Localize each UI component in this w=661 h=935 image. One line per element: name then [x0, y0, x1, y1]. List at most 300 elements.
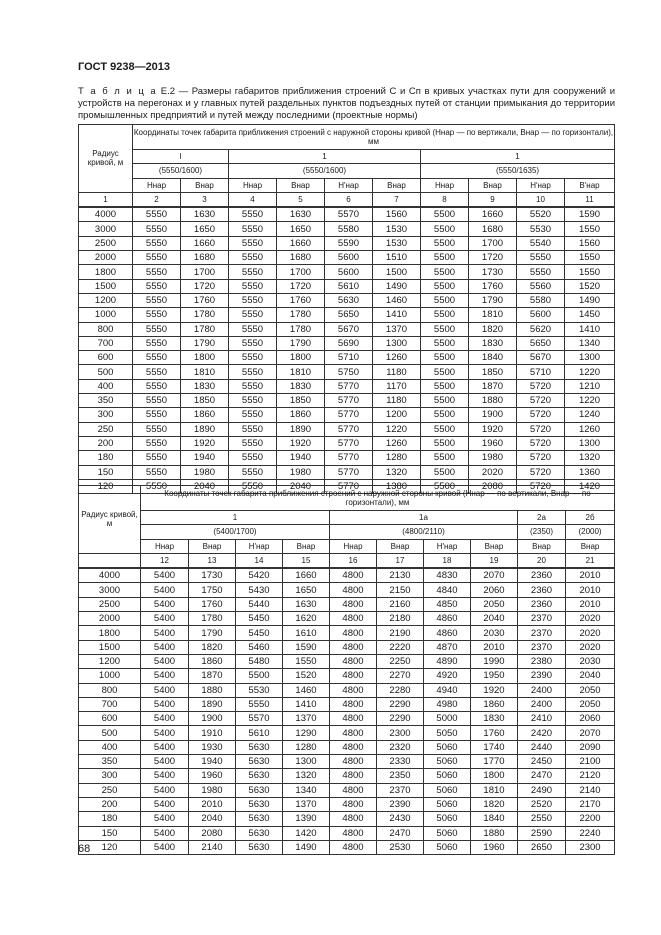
group-header: 2а	[518, 511, 566, 525]
value-cell: 5400	[141, 669, 189, 683]
value-cell: 1460	[373, 293, 421, 307]
value-cell: 5550	[229, 408, 277, 422]
value-cell: 1990	[471, 654, 518, 668]
value-cell: 1790	[181, 336, 229, 350]
radius-cell: 2000	[79, 612, 141, 626]
radius-cell: 3000	[79, 222, 133, 236]
value-cell: 5720	[517, 408, 565, 422]
value-cell: 5550	[133, 451, 181, 465]
value-cell: 1490	[283, 840, 330, 854]
value-cell: 1980	[181, 465, 229, 479]
value-cell: 1880	[189, 683, 236, 697]
value-cell: 1240	[565, 408, 615, 422]
radius-cell: 300	[79, 408, 133, 422]
value-cell: 5550	[517, 265, 565, 279]
value-cell: 1450	[565, 308, 615, 322]
table-row	[79, 826, 615, 840]
value-cell: 4800	[330, 683, 377, 697]
var-header: Внар	[283, 539, 330, 553]
radius-cell: 300	[79, 769, 141, 783]
value-cell: 1780	[277, 308, 325, 322]
value-cell: 2320	[377, 740, 424, 754]
value-cell: 4980	[424, 697, 471, 711]
table-row	[79, 640, 615, 654]
radius-cell: 350	[79, 394, 133, 408]
radius-cell: 600	[79, 712, 141, 726]
coords-header: Координаты точек габарита приближения строений с наружной стороны кривой (Ннар — по вертикали, Внар — по горизонтали), мм	[141, 486, 615, 511]
value-cell: 5500	[421, 436, 469, 450]
value-cell: 2200	[566, 812, 615, 826]
value-cell: 5550	[133, 408, 181, 422]
value-cell: 1530	[373, 222, 421, 236]
value-cell: 5550	[133, 308, 181, 322]
value-cell: 5550	[229, 222, 277, 236]
radius-cell: 200	[79, 797, 141, 811]
radius-cell: 1000	[79, 308, 133, 322]
value-cell: 1520	[283, 669, 330, 683]
value-cell: 1940	[189, 755, 236, 769]
value-cell: 1860	[471, 697, 518, 711]
value-cell: 4800	[330, 712, 377, 726]
value-cell: 5500	[421, 351, 469, 365]
value-cell: 5600	[325, 265, 373, 279]
value-cell: 1210	[565, 379, 615, 393]
value-cell: 1490	[373, 279, 421, 293]
value-cell: 2020	[469, 465, 517, 479]
value-cell: 1960	[471, 840, 518, 854]
group-header: 1а	[330, 511, 518, 525]
page-number: 68	[78, 843, 91, 855]
value-cell: 5450	[236, 612, 283, 626]
value-cell: 1820	[471, 797, 518, 811]
value-cell: 2100	[566, 755, 615, 769]
table-row	[79, 654, 615, 668]
value-cell: 5620	[517, 322, 565, 336]
radius-cell: 120	[79, 840, 141, 854]
value-cell: 1630	[283, 597, 330, 611]
table-1-body	[79, 207, 615, 493]
value-cell: 5550	[133, 251, 181, 265]
value-cell: 5540	[517, 236, 565, 250]
value-cell: 2160	[377, 597, 424, 611]
value-cell: 1590	[283, 640, 330, 654]
value-cell: 1800	[471, 769, 518, 783]
value-cell: 1290	[283, 726, 330, 740]
value-cell: 4860	[424, 626, 471, 640]
value-cell: 5770	[325, 479, 373, 493]
table-row	[79, 308, 615, 322]
value-cell: 5500	[421, 394, 469, 408]
value-cell: 1500	[373, 265, 421, 279]
subgroup-header: (5550/1635)	[421, 164, 615, 178]
value-cell: 5580	[325, 222, 373, 236]
value-cell: 5550	[133, 336, 181, 350]
radius-cell: 200	[79, 436, 133, 450]
value-cell: 5550	[229, 479, 277, 493]
value-cell: 2390	[518, 669, 566, 683]
value-cell: 5550	[229, 451, 277, 465]
value-cell: 5550	[229, 236, 277, 250]
radius-cell: 2000	[79, 251, 133, 265]
value-cell: 5570	[325, 207, 373, 222]
value-cell: 1550	[565, 251, 615, 265]
radius-cell: 4000	[79, 207, 133, 222]
value-cell: 1410	[373, 308, 421, 322]
value-cell: 1630	[277, 207, 325, 222]
table-part-2	[78, 485, 615, 855]
value-cell: 2520	[518, 797, 566, 811]
value-cell: 2530	[377, 840, 424, 854]
var-header: Внар	[518, 539, 566, 553]
var-header: Нʹнар	[517, 178, 565, 192]
value-cell: 2220	[377, 640, 424, 654]
value-cell: 1260	[373, 436, 421, 450]
var-header: Ннар	[229, 178, 277, 192]
table-caption	[78, 86, 615, 123]
value-cell: 1780	[189, 612, 236, 626]
table-row	[79, 697, 615, 711]
value-cell: 5550	[133, 465, 181, 479]
value-cell: 5060	[424, 740, 471, 754]
value-cell: 5400	[141, 797, 189, 811]
value-cell: 2040	[566, 669, 615, 683]
value-cell: 2370	[518, 626, 566, 640]
value-cell: 5770	[325, 451, 373, 465]
value-cell: 5550	[133, 436, 181, 450]
value-cell: 5630	[325, 293, 373, 307]
value-cell: 5530	[517, 222, 565, 236]
table-row	[79, 712, 615, 726]
var-header: Внар	[377, 539, 424, 553]
subgroup-header: (5550/1600)	[229, 164, 421, 178]
value-cell: 2190	[377, 626, 424, 640]
table-row	[79, 755, 615, 769]
group-header: 1	[421, 150, 615, 164]
value-cell: 1300	[373, 336, 421, 350]
value-cell: 4800	[330, 755, 377, 769]
radius-cell: 180	[79, 451, 133, 465]
value-cell: 5650	[517, 336, 565, 350]
value-cell: 2040	[181, 479, 229, 493]
value-cell: 5050	[424, 726, 471, 740]
value-cell: 1980	[189, 783, 236, 797]
var-header: Внар	[471, 539, 518, 553]
radius-cell: 700	[79, 336, 133, 350]
value-cell: 5560	[517, 279, 565, 293]
value-cell: 1180	[373, 394, 421, 408]
caption-text: Е.2 — Размеры габаритов приближения строений С и Сп в кривых участках пути для сооружений и устройств на перегонах и у главных путей раздельных пунктов подъездных путей от станции примыкания до территории промышленных предприятий и путей между последними (проектные нормы)	[78, 86, 616, 122]
value-cell: 1260	[373, 351, 421, 365]
value-cell: 2060	[566, 712, 615, 726]
table-row	[79, 612, 615, 626]
value-cell: 1420	[283, 826, 330, 840]
column-number: 5	[277, 192, 325, 207]
value-cell: 1170	[373, 379, 421, 393]
radius-cell: 1800	[79, 626, 141, 640]
column-number: 17	[377, 553, 424, 568]
value-cell: 2390	[377, 797, 424, 811]
value-cell: 5060	[424, 797, 471, 811]
radius-cell: 250	[79, 783, 141, 797]
value-cell: 2300	[377, 726, 424, 740]
value-cell: 5550	[229, 265, 277, 279]
value-cell: 1820	[469, 322, 517, 336]
value-cell: 1660	[181, 236, 229, 250]
value-cell: 5520	[517, 207, 565, 222]
value-cell: 1200	[373, 408, 421, 422]
value-cell: 1960	[189, 769, 236, 783]
radius-header: Радиус кривой, м	[79, 486, 141, 554]
value-cell: 5400	[141, 683, 189, 697]
value-cell: 1220	[565, 394, 615, 408]
table-row	[79, 265, 615, 279]
value-cell: 1680	[277, 251, 325, 265]
value-cell: 4890	[424, 654, 471, 668]
table-row	[79, 408, 615, 422]
var-header: Ннар	[421, 178, 469, 192]
value-cell: 1870	[469, 379, 517, 393]
value-cell: 1830	[181, 379, 229, 393]
value-cell: 5550	[229, 207, 277, 222]
radius-cell: 400	[79, 740, 141, 754]
value-cell: 1800	[181, 351, 229, 365]
value-cell: 5400	[141, 712, 189, 726]
radius-cell: 1500	[79, 279, 133, 293]
radius-cell: 1800	[79, 265, 133, 279]
group-header: 1	[229, 150, 421, 164]
value-cell: 5500	[421, 222, 469, 236]
value-cell: 4800	[330, 812, 377, 826]
table-row	[79, 351, 615, 365]
column-number: 16	[330, 553, 377, 568]
column-number: 1	[79, 192, 133, 207]
value-cell: 1760	[277, 293, 325, 307]
value-cell: 2120	[566, 769, 615, 783]
value-cell: 5400	[141, 626, 189, 640]
value-cell: 1790	[277, 336, 325, 350]
radius-cell: 400	[79, 379, 133, 393]
value-cell: 1390	[283, 812, 330, 826]
value-cell: 1340	[565, 336, 615, 350]
value-cell: 5060	[424, 769, 471, 783]
value-cell: 5500	[421, 379, 469, 393]
value-cell: 5500	[421, 251, 469, 265]
table-row	[79, 797, 615, 811]
value-cell: 2010	[566, 568, 615, 583]
var-header: Н'нар	[236, 539, 283, 553]
value-cell: 1360	[565, 465, 615, 479]
value-cell: 5550	[133, 265, 181, 279]
value-cell: 5630	[236, 755, 283, 769]
value-cell: 1180	[373, 365, 421, 379]
value-cell: 1830	[471, 712, 518, 726]
value-cell: 5060	[424, 755, 471, 769]
value-cell: 1610	[283, 626, 330, 640]
value-cell: 1370	[373, 322, 421, 336]
value-cell: 4800	[330, 568, 377, 583]
value-cell: 1840	[469, 351, 517, 365]
value-cell: 5600	[325, 251, 373, 265]
value-cell: 5550	[133, 479, 181, 493]
value-cell: 4800	[330, 597, 377, 611]
value-cell: 4940	[424, 683, 471, 697]
value-cell: 1650	[181, 222, 229, 236]
column-number: 18	[424, 553, 471, 568]
table-row	[79, 365, 615, 379]
value-cell: 5610	[236, 726, 283, 740]
column-number: 9	[469, 192, 517, 207]
value-cell: 2300	[566, 840, 615, 854]
value-cell: 5500	[236, 669, 283, 683]
value-cell: 2240	[566, 826, 615, 840]
value-cell: 5500	[421, 422, 469, 436]
value-cell: 5720	[517, 465, 565, 479]
value-cell: 1460	[283, 683, 330, 697]
column-number: 21	[566, 553, 615, 568]
var-header: Внар	[469, 178, 517, 192]
value-cell: 2350	[377, 769, 424, 783]
value-cell: 5550	[133, 379, 181, 393]
value-cell: 2010	[189, 797, 236, 811]
value-cell: 2140	[189, 840, 236, 854]
value-cell: 1720	[277, 279, 325, 293]
value-cell: 5530	[236, 683, 283, 697]
value-cell: 1760	[181, 293, 229, 307]
value-cell: 2180	[377, 612, 424, 626]
table-row	[79, 207, 615, 222]
value-cell: 2140	[566, 783, 615, 797]
column-number: 6	[325, 192, 373, 207]
group-header: I	[133, 150, 229, 164]
value-cell: 1890	[189, 697, 236, 711]
value-cell: 5770	[325, 465, 373, 479]
value-cell: 5720	[517, 379, 565, 393]
value-cell: 1490	[565, 293, 615, 307]
radius-cell: 600	[79, 351, 133, 365]
radius-cell: 2500	[79, 597, 141, 611]
value-cell: 5590	[325, 236, 373, 250]
value-cell: 5750	[325, 365, 373, 379]
value-cell: 1910	[189, 726, 236, 740]
value-cell: 4800	[330, 697, 377, 711]
value-cell: 2080	[189, 826, 236, 840]
table-row	[79, 812, 615, 826]
table-row	[79, 583, 615, 597]
value-cell: 2420	[518, 726, 566, 740]
value-cell: 1930	[189, 740, 236, 754]
value-cell: 1730	[189, 568, 236, 583]
value-cell: 1850	[469, 365, 517, 379]
value-cell: 5400	[141, 826, 189, 840]
table-row	[79, 669, 615, 683]
value-cell: 4800	[330, 640, 377, 654]
subgroup-header: (4800/2110)	[330, 525, 518, 539]
value-cell: 1740	[471, 740, 518, 754]
radius-cell: 150	[79, 465, 133, 479]
value-cell: 5440	[236, 597, 283, 611]
radius-cell: 250	[79, 422, 133, 436]
value-cell: 2060	[471, 583, 518, 597]
table-row	[79, 436, 615, 450]
value-cell: 2370	[377, 783, 424, 797]
value-cell: 5720	[517, 394, 565, 408]
value-cell: 1860	[181, 408, 229, 422]
value-cell: 5720	[517, 436, 565, 450]
radius-cell: 1200	[79, 654, 141, 668]
column-number: 3	[181, 192, 229, 207]
table-row	[79, 568, 615, 583]
value-cell: 1700	[277, 265, 325, 279]
value-cell: 5770	[325, 436, 373, 450]
table-row	[79, 394, 615, 408]
table-row	[79, 769, 615, 783]
subgroup-header: (2350)	[518, 525, 566, 539]
value-cell: 1220	[565, 365, 615, 379]
value-cell: 1870	[189, 669, 236, 683]
column-number: 15	[283, 553, 330, 568]
value-cell: 5500	[421, 279, 469, 293]
value-cell: 1810	[277, 365, 325, 379]
value-cell: 5550	[133, 351, 181, 365]
value-cell: 5400	[141, 769, 189, 783]
value-cell: 5000	[424, 712, 471, 726]
value-cell: 5550	[229, 465, 277, 479]
radius-header: Радиус кривой, м	[79, 125, 133, 193]
value-cell: 1920	[469, 422, 517, 436]
column-number: 8	[421, 192, 469, 207]
value-cell: 1920	[471, 683, 518, 697]
value-cell: 5580	[517, 293, 565, 307]
value-cell: 5720	[517, 451, 565, 465]
value-cell: 2130	[377, 568, 424, 583]
radius-header-spacer	[79, 553, 141, 568]
column-number: 10	[517, 192, 565, 207]
value-cell: 1920	[277, 436, 325, 450]
caption-label: Т а б л и ц а	[78, 86, 158, 97]
value-cell: 2370	[518, 640, 566, 654]
value-cell: 5500	[421, 322, 469, 336]
var-header: Внар	[181, 178, 229, 192]
value-cell: 2020	[566, 640, 615, 654]
value-cell: 2010	[566, 597, 615, 611]
value-cell: 1800	[277, 351, 325, 365]
value-cell: 5600	[517, 308, 565, 322]
table-part-1	[78, 124, 615, 494]
value-cell: 1900	[189, 712, 236, 726]
value-cell: 1720	[469, 251, 517, 265]
table-row	[79, 626, 615, 640]
value-cell: 1510	[373, 251, 421, 265]
value-cell: 4800	[330, 840, 377, 854]
value-cell: 1560	[565, 236, 615, 250]
value-cell: 2370	[518, 612, 566, 626]
value-cell: 1280	[283, 740, 330, 754]
value-cell: 1950	[471, 669, 518, 683]
table-row	[79, 422, 615, 436]
value-cell: 1810	[471, 783, 518, 797]
var-header: Н'нар	[424, 539, 471, 553]
table-row	[79, 236, 615, 250]
value-cell: 5460	[236, 640, 283, 654]
value-cell: 2470	[377, 826, 424, 840]
value-cell: 5630	[236, 826, 283, 840]
value-cell: 5550	[229, 351, 277, 365]
value-cell: 1700	[469, 236, 517, 250]
value-cell: 1650	[283, 583, 330, 597]
value-cell: 5550	[133, 422, 181, 436]
value-cell: 5630	[236, 840, 283, 854]
value-cell: 1340	[283, 783, 330, 797]
